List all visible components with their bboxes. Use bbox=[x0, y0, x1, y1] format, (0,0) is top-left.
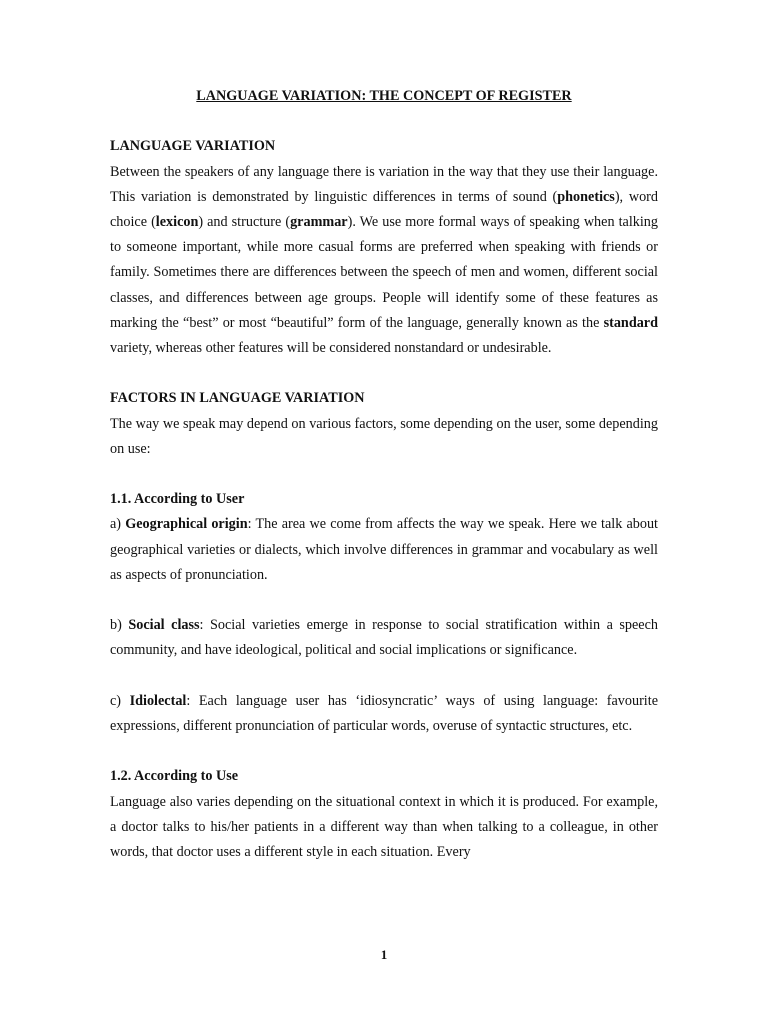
term-geographical-origin: Geographical origin bbox=[125, 516, 248, 533]
list-item-text: : Each language user has ‘idiosyncratic’ ways of using language: favourite expressions, different pronunciation of particular words, overuse of syntactic structures, etc. bbox=[110, 692, 658, 734]
section-heading-factors: FACTORS IN LANGUAGE VARIATION bbox=[110, 390, 365, 407]
list-item-text: : The area we come from affects the way we speak. Here we talk about geographical varieties or dialects, which involve differences in grammar and vocabulary as well as aspects of pronunciation. bbox=[110, 516, 659, 583]
paragraph-text: ) and structure ( bbox=[198, 214, 291, 230]
paragraph-language-variation bbox=[110, 160, 658, 362]
spacer bbox=[110, 109, 658, 134]
spacer bbox=[110, 664, 658, 689]
list-marker: b) bbox=[110, 617, 129, 634]
spacer bbox=[110, 361, 658, 386]
term-phonetics: phonetics bbox=[557, 188, 615, 205]
list-marker: a) bbox=[110, 516, 126, 533]
term-standard: standard bbox=[603, 314, 658, 331]
spacer bbox=[110, 588, 658, 613]
term-idiolectal: Idiolectal bbox=[129, 692, 187, 709]
subsection-heading-according-to-use: 1.2. According to Use bbox=[110, 768, 239, 785]
list-item-social-class bbox=[110, 613, 658, 663]
paragraph-text: ). We use more formal ways of speaking when talking to someone important, while more casual forms are preferred when speaking with friends or family. Sometimes there are differences between the speech of men and women, different social classes, and differences between age groups. People will identify some of these features as marking the “best” or most “beautiful” form of the language, generally known as the bbox=[110, 214, 658, 331]
document-body bbox=[110, 84, 658, 865]
paragraph-factors-intro: The way we speak may depend on various factors, some depending on the user, some depending on use: bbox=[110, 415, 658, 457]
list-item-text: : Social varieties emerge in response to social stratification within a speech community, and have ideological, political and social implications or significance. bbox=[110, 617, 658, 659]
term-lexicon: lexicon bbox=[155, 214, 199, 230]
list-marker: c) bbox=[110, 692, 130, 709]
spacer bbox=[110, 462, 658, 487]
term-social-class: Social class bbox=[128, 617, 200, 634]
document-title: LANGUAGE VARIATION: THE CONCEPT OF REGISTER bbox=[196, 88, 572, 104]
page-number: 1 bbox=[380, 947, 388, 962]
list-item-idiolectal bbox=[110, 689, 658, 739]
spacer bbox=[110, 739, 658, 764]
list-item-geographical-origin bbox=[110, 512, 658, 588]
subsection-heading-according-to-user: 1.1. According to User bbox=[110, 491, 245, 508]
paragraph-text: ), word choice ( bbox=[110, 188, 658, 230]
term-grammar: grammar bbox=[290, 214, 348, 230]
paragraph-according-to-use: Language also varies depending on the situational context in which it is produced. For example, a doctor talks to his/her patients in a different way than when talking to a colleague, in other words, that doctor uses a different style in each situation. Every bbox=[110, 793, 658, 860]
section-heading-language-variation: LANGUAGE VARIATION bbox=[110, 138, 276, 155]
paragraph-text: variety, whereas other features will be considered nonstandard or undesirable. bbox=[110, 340, 552, 357]
paragraph-text: Between the speakers of any language there is variation in the way that they use their language. This variation is demonstrated by linguistic differences in terms of sound ( bbox=[110, 163, 658, 205]
